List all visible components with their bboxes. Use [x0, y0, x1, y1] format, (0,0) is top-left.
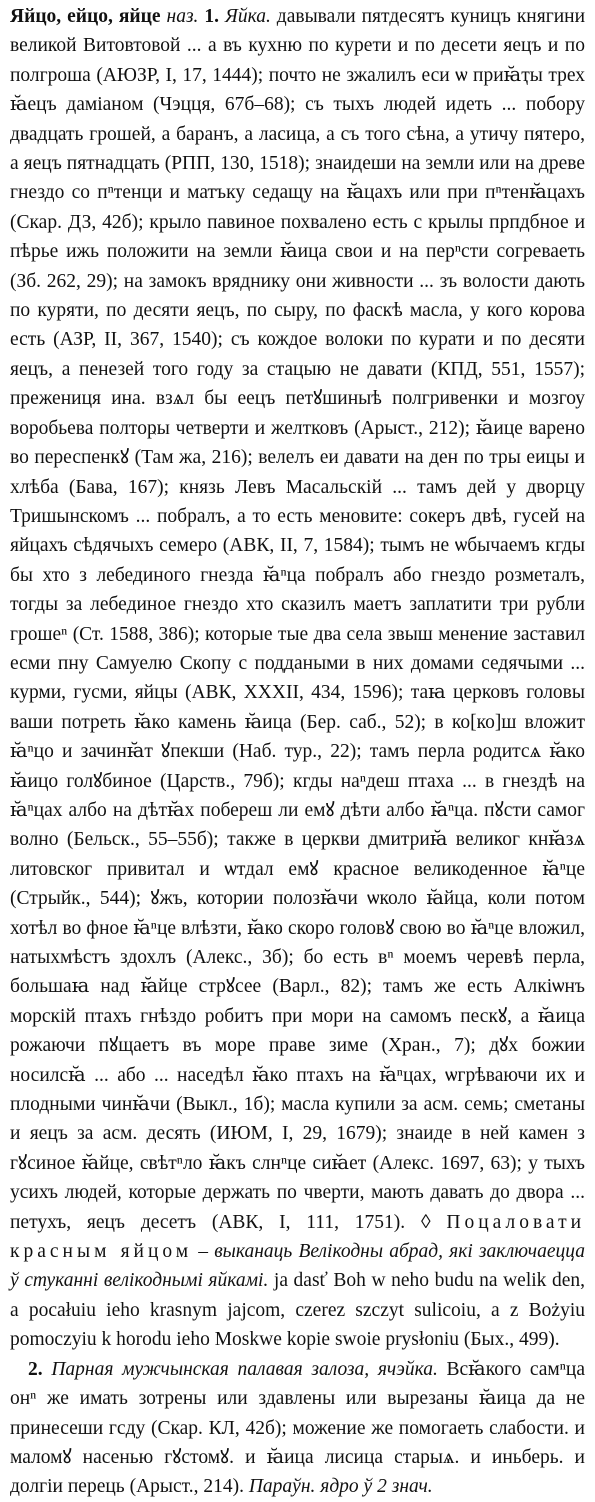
latin-quotation: ja dasť Boh w neho budu na welik den, a pocałuiu ieho krasnym jajcom, czerez szczyt sulicoiu, a z Bożyiu pomoczyiu k horodu ieho Moskwe kopie swoie prysłoniu (Бых., 499).: [10, 1270, 586, 1351]
idiom-marker: ◊: [420, 1211, 431, 1233]
sense-2-gloss: Парная мужчынская палавая залоза, ячэйка.: [51, 1358, 438, 1380]
sense-1-paragraph: [10, 2, 585, 1355]
sense-1-number: 1.: [204, 6, 220, 27]
idiom-phrase: Поцаловати красным яйцом: [10, 1211, 586, 1263]
sense-2-quotations: Всꙗ̆кого самⁿца онⁿ же имать зотрены или здавлены или вырезаны ꙗ̆ица да не принесеши гсду (Скар. КЛ, 42б); можение же помогаеть слабости. и маломꙋ насенью гꙋстомꙋ. и ꙗ̆ица лисица старыѧ. и иньберь. и долгіи перець (Арыст., 214).: [10, 1358, 586, 1498]
idiom-dash: –: [198, 1241, 209, 1263]
headword: Яйцо, ейцо, яйце: [10, 6, 161, 27]
sense-2-paragraph: [10, 1355, 585, 1502]
sense-1-gloss: Яйка.: [225, 6, 271, 27]
cross-reference-label: Параўн.: [248, 1476, 316, 1498]
sense-1-quotations: давывали пятдесятъ куницъ княгини великой Витовтовой ... а въ кухню по курети и по десети яецъ и по полгроша (АЮЗР, I, 17, 1444); почто не зжалилъ еси ѡ приꙗ̆ҭы трех ꙗ̆ецъ даміаном (Чэцця, 67б–68); съ тыхъ людей идеть ... побору двадцать грошей, а баранъ, а ласица, а съ того сѣна, а утичу пятеро, а яецъ пятнадцать (РПП, 130, 1518); знаидеши на земли или на древе гнездо со пⁿтенци и матъку седащу на ꙗ̆цахъ или при пⁿтенꙗ̆цахъ (Скар. ДЗ, 42б); крыло павиное похвалено есть с крылы прпдбное и пѣрье ижь положити на земли ꙗ̆ица свои и на перⁿсти согреваеть (Зб. 262, 29); на замокъ вряднику они живности ... зъ волости дають по куряти, по десяти яецъ, по сыру, по фаскѣ масла, у кого корова есть (АЗР, II, 367, 1540); съ кождое волоки по курати и по десяти яецъ, а пенезей того году за стацыю не давати (КПД, 551, 1557); прежениця ина. взѧл бы еецъ петꙋшиныѣ полгривенки и мозгоу воробьева полтоҏы четверти и желтковъ (Арыст., 212); ꙗ̆ице варено во переспенкꙋ (Там жа, 216); велелъ еи давати на ден по тры еицы и хлѣба (Бава, 167); князь Левъ Масальскій ... тамъ дей у дворцу Тришынскомъ ... побралъ, а то есть меновите: сокеръ двѣ, гусей на яйцахъ сѣдячыхъ семеро (АВК, II, 7, 1584); тымъ не ѡбычаемъ кгды бы хто з лебединого гнезда ꙗ̆ⁿца побралъ або гнездо розметалъ, тогды за лебединое гнездо хто сказилъ маетъ заплатити три рубли грошеⁿ (Ст. 1588, 386); которые тые два села звыш менение заставил есми пну Самуелю Скопу с поддаными в них домами седячыми ... курми, гусми, яйцы (АВК, XXXII, 434, 1596); таꙗ церковъ головы ваши потреть ꙗ̆ко камень ꙗ̆ица (Бер. саб., 52); в ко[ко]ш вложит ꙗ̆ⁿцо и зачинꙗ̆т ꙋпекши (Наб. тур., 22); тамъ перла родитсѧ ꙗ̆ко ꙗ̆ицо голꙋбиное (Царств., 79б); кгды наⁿдеш птаха ... в гнездѣ на ꙗ̆ⁿцах албо на дѣтꙗ̆х побереш ли емꙋ дѣти албо ꙗ̆ⁿца. пꙋсти самог волно (Бельск., 55–55б); также в церкви дмитриꙗ̆ великог кнꙗ̆зѧ литовског привитал и ѡтдал емꙋ красное великоденное ꙗ̆ⁿце (Стрыйк., 544); ꙋжъ, котории полозꙗ̆чи ѡколо ꙗ̆йца, коли потом хотѣл во фное ꙗ̆ⁿце влѣзти, ꙗ̆ко скоро головꙋ свою во ꙗ̆ⁿце вложил, натыхмѣстъ здохлъ (Алекс., 3б); бо есть вⁿ моемъ черевѣ перла, большаꙗ над ꙗ̆йце стрꙋсее (Варл., 82); тамъ же есть Алкіѡнъ морскій птахъ гнѣздо робитъ при мори на самомъ пескꙋ, а ꙗ̆ица рожаючи пꙋщаетъ въ море праве зиме (Хран., 7); дꙋх божии носилсꙗ̆ ... або ... наседѣл ꙗ̆ко птахъ на ꙗ̆ⁿцах, ѡгрѣваючи их и плодными чинꙗ̆чи (Выкл., 1б); масла купили за асм. семь; сметаны и яецъ за асм. десять (ИЮМ, I, 29, 1679); знаиде в ней камен з гꙋсиное ꙗ̆йце, свѣтⁿло ꙗ̆къ слнⁿце сиꙗ̆ет (Алекс. 1697, 63); у тыхъ усихъ людей, которые держать по чверти, мають давать до двора ... петухъ, яецъ десетъ (АВК, I, 111, 1751).: [10, 6, 586, 1233]
sense-2-number: 2.: [28, 1358, 43, 1380]
cross-reference-text: ядро ў 2 знач.: [320, 1476, 433, 1498]
part-of-speech: наз.: [166, 6, 199, 27]
idiom-gloss: выканаць Велікодны абрад, які заключаецца ў стуканні велікоднымі яйкамі.: [10, 1241, 585, 1292]
